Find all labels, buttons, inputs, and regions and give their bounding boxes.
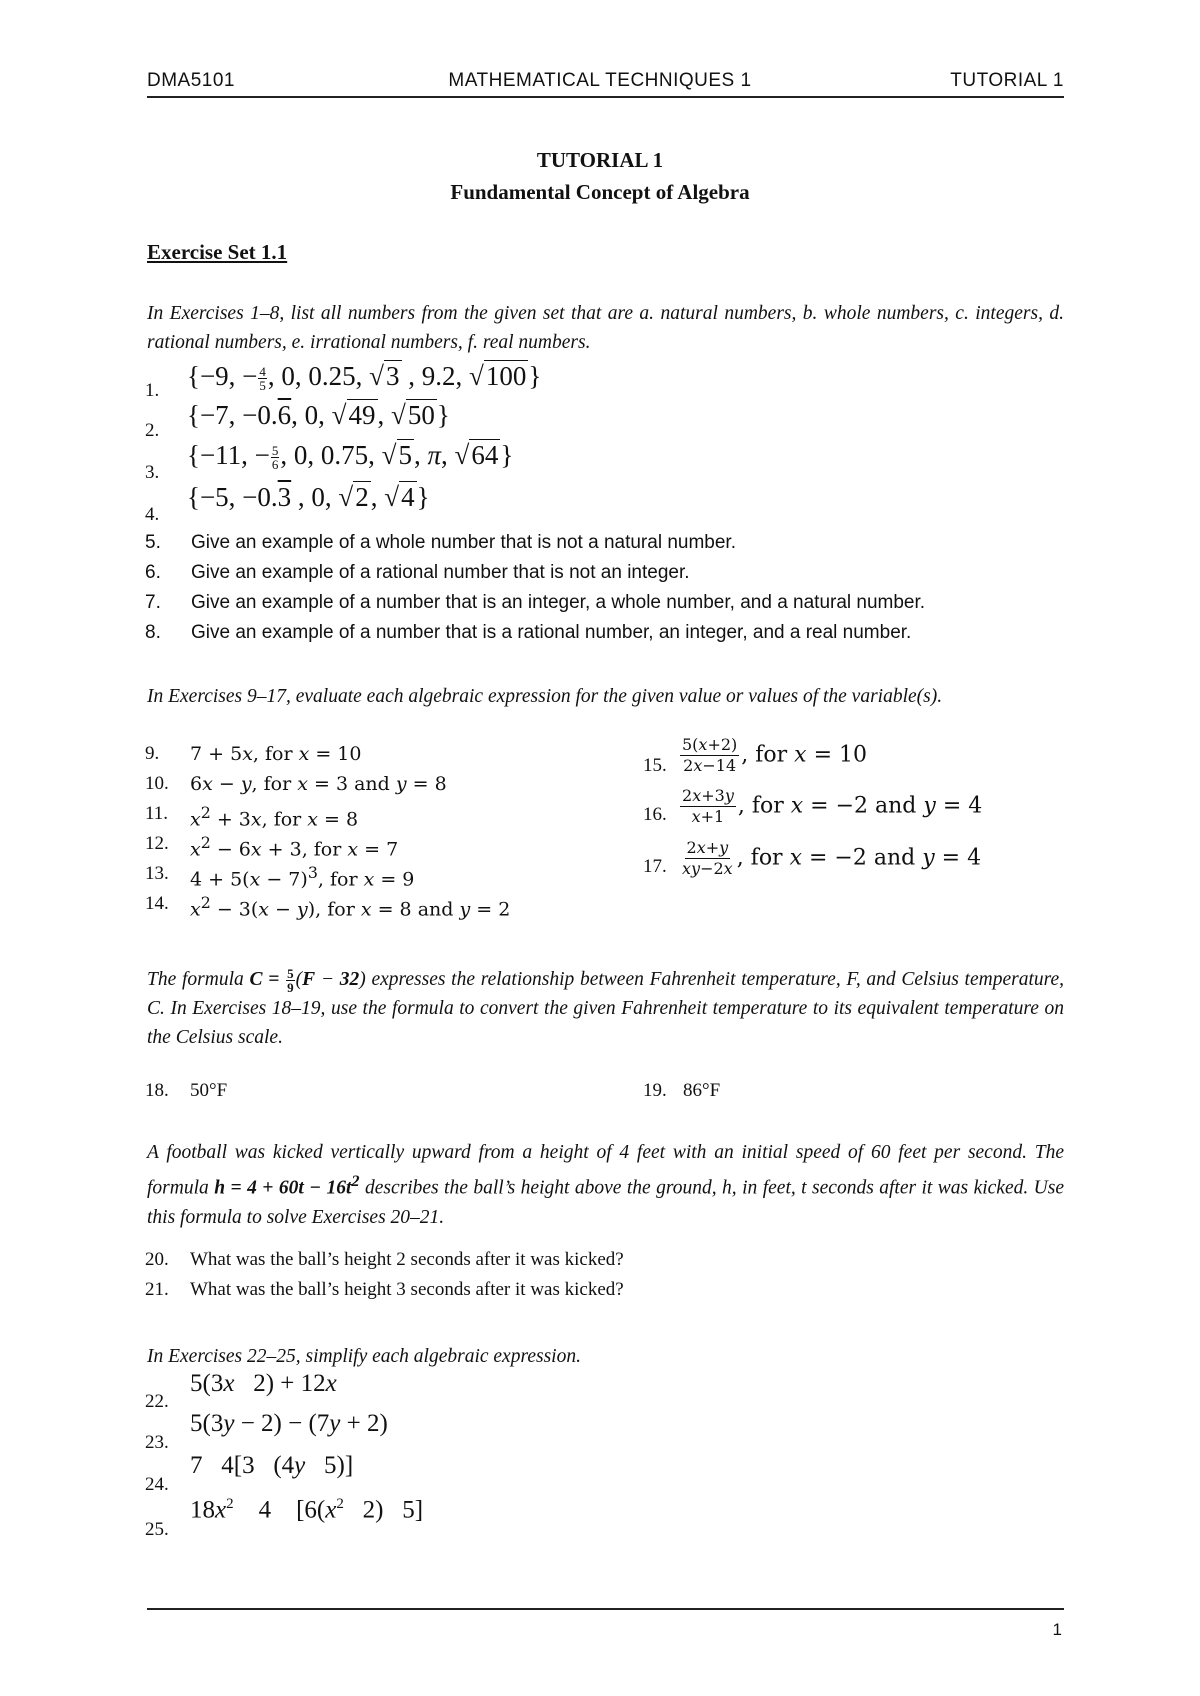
question-number: 5. (145, 532, 161, 553)
exercise-expression: $\frac{2x+y}{xy-2x}$ , for x = −2 and y = 4 (682, 838, 982, 878)
page-number: 1 (1052, 1620, 1062, 1639)
section2-instruction: In Exercises 9–17, evaluate each algebraic expression for the given value or values of the variable(s). (147, 686, 943, 707)
exercise-expression: $x^2 - 3(x - y)$, for x = 8 and y = 2 (190, 893, 511, 921)
set-expression: {−7, −0.6, 0, √49, √50} (187, 400, 450, 430)
question-number: 8. (145, 622, 161, 643)
question-number: 6. (145, 562, 161, 583)
exercise-expression: 7 + 5x, for x = 10 (190, 743, 362, 765)
exercise-question: What was the ball’s height 3 seconds after it was kicked? (190, 1279, 624, 1300)
exercise-expression: $\frac{2x+3y}{x+1}$ , for x = −2 and y = 4 (682, 786, 983, 826)
exercise-number: 25. (145, 1519, 169, 1540)
section1-instruction (147, 299, 1064, 357)
exercise-number: 21. (145, 1279, 169, 1300)
question-text: Give an example of a rational number that is not an integer. (191, 562, 690, 583)
question-text: Give an example of a number that is a rational number, an integer, and a real number. (191, 622, 912, 643)
exercise-expression: $x^2 - 6x + 3$, for x = 7 (190, 833, 399, 861)
exercise-question: What was the ball’s height 2 seconds after it was kicked? (190, 1249, 624, 1270)
set-expression: {−11, − $\frac{5}{6}$ , 0, 0.75, √5, π, √64} (187, 440, 514, 473)
header-course-code: DMA5101 (147, 70, 235, 91)
exercise-value: 50°F (190, 1080, 228, 1101)
exercise-number: 11. (145, 803, 169, 824)
exercise-expression: $4 + 5(x - 7)^3$, for x = 9 (190, 863, 415, 891)
question-text: Give an example of a number that is an integer, a whole number, and a natural number. (191, 592, 926, 613)
exercise-number: 12. (145, 833, 169, 854)
set-number: 4. (145, 504, 160, 525)
exercise-number: 15. (643, 755, 667, 776)
set-number: 1. (145, 380, 160, 401)
exercise-number: 19. (643, 1080, 667, 1101)
set-expression: {−9, − $\frac{4}{5}$ , 0, 0.25, √3 , 9.2, √100} (187, 361, 542, 394)
exercise-number: 24. (145, 1474, 169, 1495)
section4-instruction: A football was kicked vertically upward from a height of 4 feet with an initial speed of 60 feet per second. The formula $h = 4 + 60t - 16t^2$ describes the ball’s height above the ground, h, in feet, t seconds after it was kicked. Use this formula to solve Exercises 20–21. (147, 1142, 1064, 1228)
header-course-title: MATHEMATICAL TECHNIQUES 1 (448, 70, 752, 91)
exercise-value: 86°F (683, 1080, 721, 1101)
question-number: 7. (145, 592, 161, 613)
exercise-set-heading: Exercise Set 1.1 (147, 240, 288, 264)
exercise-expression: 7 4[3 (4y 5)] (190, 1452, 354, 1479)
set-number: 3. (145, 462, 160, 483)
set-expression: {−5, −0.3 , 0, √2, √4} (187, 482, 430, 512)
exercise-number: 20. (145, 1249, 169, 1270)
exercise-expression: 6x − y, for x = 3 and y = 8 (190, 773, 447, 795)
footer-rule (147, 1608, 1064, 1610)
exercise-number: 10. (145, 773, 169, 794)
set-number: 2. (145, 420, 160, 441)
exercise-expression: $18x^2$ 4 [$6(x^2$ 2) 5] (190, 1496, 424, 1524)
exercise-number: 17. (643, 856, 667, 877)
page-title: TUTORIAL 1 (536, 148, 664, 172)
section1-instruction-text: In Exercises 1–8, list all numbers from the given set that are a. natural numbers, b. whole numbers, c. integers, d. rational numbers, e. irrational numbers, f. real numbers. (147, 303, 1064, 353)
exercise-number: 22. (145, 1391, 169, 1412)
header-rule (147, 96, 1064, 98)
section3-instruction: The formula C = $\frac{5}{9}$ (F − 32) expresses the relationship between Fahrenheit temperature, F, and Celsius temperature, C. In Exercises 18–19, use the formula to convert the given Fahrenheit temperature to its equivalent temperature on the Celsius scale. (147, 966, 1065, 1049)
header-tutorial-label: TUTORIAL 1 (950, 70, 1064, 91)
exercise-number: 23. (145, 1432, 169, 1453)
exercise-number: 18. (145, 1080, 169, 1101)
exercise-number: 9. (145, 743, 160, 764)
exercise-expression: 5(3y − 2) − (7y + 2) (190, 1410, 388, 1437)
page-subtitle: Fundamental Concept of Algebra (450, 180, 750, 204)
section5-instruction: In Exercises 22–25, simplify each algebraic expression. (147, 1346, 581, 1367)
exercise-number: 16. (643, 804, 667, 825)
exercise-expression: $\frac{5(x+2)}{2x-14}$ , for x = 10 (682, 735, 868, 775)
exercise-number: 14. (145, 893, 169, 914)
exercise-expression: 5(3x 2) + 12x (190, 1370, 337, 1397)
exercise-expression: $x^2 + 3x$, for x = 8 (190, 803, 359, 831)
question-text: Give an example of a whole number that is not a natural number. (191, 532, 736, 553)
exercise-number: 13. (145, 863, 169, 884)
